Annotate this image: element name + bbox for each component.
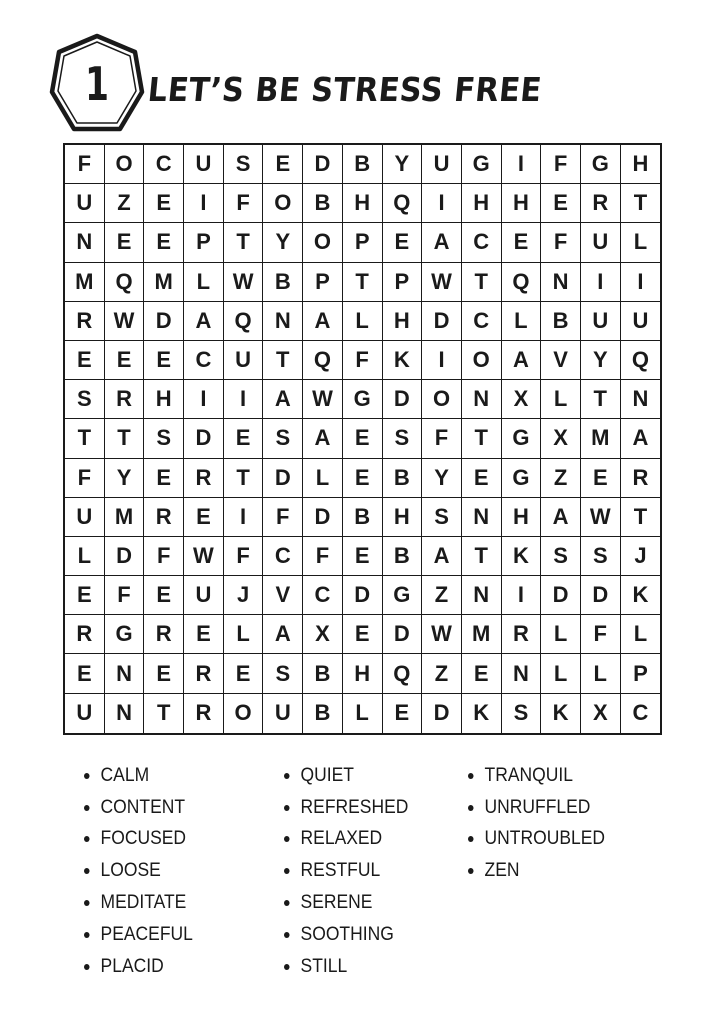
word-list-item: [84, 887, 268, 919]
grid-cell[interactable]: S: [263, 654, 303, 693]
word-list-item: [468, 824, 634, 856]
grid-cell[interactable]: F: [105, 576, 145, 615]
grid-cell[interactable]: P: [184, 223, 224, 262]
grid-cell[interactable]: U: [581, 302, 621, 341]
grid-cell[interactable]: L: [343, 302, 383, 341]
grid-cell[interactable]: D: [303, 145, 343, 184]
word-label: TRANQUIL: [484, 764, 573, 786]
grid-cell[interactable]: L: [541, 654, 581, 693]
grid-cell[interactable]: S: [144, 419, 184, 458]
word-label: RESTFUL: [300, 860, 381, 882]
grid-cell[interactable]: R: [144, 615, 184, 654]
bullet-icon: [84, 868, 90, 874]
grid-cell[interactable]: D: [422, 694, 462, 733]
grid-cell[interactable]: R: [502, 615, 542, 654]
grid-cell[interactable]: H: [502, 498, 542, 537]
grid-cell[interactable]: U: [65, 184, 105, 223]
grid-cell[interactable]: T: [462, 537, 502, 576]
grid-cell[interactable]: S: [422, 498, 462, 537]
grid-cell[interactable]: A: [502, 341, 542, 380]
grid-cell[interactable]: I: [224, 498, 264, 537]
grid-cell[interactable]: L: [541, 615, 581, 654]
grid-cell[interactable]: N: [105, 654, 145, 693]
grid-cell[interactable]: E: [144, 576, 184, 615]
word-label: PEACEFUL: [100, 923, 193, 945]
grid-cell[interactable]: G: [105, 615, 145, 654]
grid-cell[interactable]: I: [581, 263, 621, 302]
grid-cell[interactable]: T: [462, 419, 502, 458]
grid-cell[interactable]: C: [303, 576, 343, 615]
grid-cell[interactable]: K: [502, 537, 542, 576]
grid-cell[interactable]: S: [581, 537, 621, 576]
word-list-item: [284, 919, 453, 951]
grid-cell[interactable]: R: [105, 380, 145, 419]
grid-cell[interactable]: H: [502, 184, 542, 223]
grid-cell[interactable]: H: [621, 145, 661, 184]
grid-cell[interactable]: L: [621, 615, 661, 654]
word-label: REFRESHED: [300, 796, 409, 818]
bullet-icon: [84, 773, 90, 779]
bullet-icon: [468, 805, 474, 811]
bullet-icon: [84, 900, 90, 906]
grid-cell[interactable]: D: [383, 615, 423, 654]
puzzle-number-badge: [48, 32, 146, 136]
word-list-item: [284, 792, 453, 824]
grid-cell[interactable]: U: [224, 341, 264, 380]
bullet-icon: [84, 805, 90, 811]
grid-cell[interactable]: L: [224, 615, 264, 654]
grid-cell[interactable]: A: [263, 380, 303, 419]
grid-cell[interactable]: X: [541, 419, 581, 458]
grid-cell[interactable]: O: [422, 380, 462, 419]
grid-cell[interactable]: I: [621, 263, 661, 302]
grid-cell[interactable]: L: [65, 537, 105, 576]
word-list-item: [468, 792, 634, 824]
grid-cell[interactable]: J: [224, 576, 264, 615]
grid-cell[interactable]: S: [263, 419, 303, 458]
word-label: SOOTHING: [300, 923, 394, 945]
grid-cell[interactable]: V: [263, 576, 303, 615]
grid-cell[interactable]: T: [621, 498, 661, 537]
grid-cell[interactable]: D: [105, 537, 145, 576]
grid-cell[interactable]: E: [383, 694, 423, 733]
puzzle-number: 1: [84, 57, 109, 111]
word-list-item: [84, 855, 268, 887]
grid-cell[interactable]: U: [184, 145, 224, 184]
grid-cell[interactable]: T: [144, 694, 184, 733]
grid-cell[interactable]: W: [224, 263, 264, 302]
grid-cell[interactable]: N: [105, 694, 145, 733]
grid-cell[interactable]: Y: [581, 341, 621, 380]
grid-cell[interactable]: E: [105, 341, 145, 380]
grid-cell[interactable]: T: [621, 184, 661, 223]
word-list-item: [84, 824, 268, 856]
grid-cell[interactable]: E: [144, 184, 184, 223]
grid-cell[interactable]: O: [462, 341, 502, 380]
grid-cell[interactable]: R: [184, 654, 224, 693]
grid-cell[interactable]: P: [383, 263, 423, 302]
grid-cell[interactable]: I: [502, 145, 542, 184]
grid-cell[interactable]: H: [383, 498, 423, 537]
grid-cell[interactable]: E: [383, 223, 423, 262]
grid-cell[interactable]: A: [303, 419, 343, 458]
grid-cell[interactable]: G: [383, 576, 423, 615]
grid-cell[interactable]: C: [632, 700, 649, 726]
grid-cell[interactable]: P: [343, 223, 383, 262]
grid-cell[interactable]: E: [224, 654, 264, 693]
grid-cell[interactable]: Y: [105, 459, 145, 498]
grid-cell[interactable]: F: [144, 537, 184, 576]
word-list-item: [284, 855, 453, 887]
word-label: STILL: [300, 955, 348, 977]
grid-cell[interactable]: H: [144, 380, 184, 419]
grid-cell[interactable]: M: [462, 615, 502, 654]
grid-cell[interactable]: Z: [422, 576, 462, 615]
word-list-column: [284, 760, 468, 990]
word-label: UNTROUBLED: [484, 828, 605, 850]
grid-cell[interactable]: B: [303, 184, 343, 223]
grid-cell[interactable]: I: [184, 184, 224, 223]
grid-cell[interactable]: C: [144, 145, 184, 184]
grid-cell[interactable]: F: [224, 537, 264, 576]
grid-cell[interactable]: E: [184, 615, 224, 654]
grid-cell[interactable]: N: [462, 380, 502, 419]
grid-cell[interactable]: K: [541, 694, 581, 733]
grid-cell[interactable]: O: [263, 184, 303, 223]
grid-cell[interactable]: B: [541, 302, 581, 341]
grid-cell[interactable]: A: [422, 223, 462, 262]
grid-cell[interactable]: I: [502, 576, 542, 615]
grid-cell[interactable]: U: [621, 302, 661, 341]
grid-cell[interactable]: A: [422, 537, 462, 576]
word-label: FOCUSED: [100, 828, 187, 850]
grid-cell[interactable]: A: [303, 302, 343, 341]
grid-cell[interactable]: H: [343, 184, 383, 223]
puzzle-header: [48, 32, 688, 142]
grid-cell[interactable]: W: [422, 615, 462, 654]
bullet-icon: [84, 964, 90, 970]
word-label: LOOSE: [100, 860, 161, 882]
grid-cell[interactable]: B: [343, 498, 383, 537]
grid-cell[interactable]: F: [263, 498, 303, 537]
grid-cell[interactable]: T: [105, 419, 145, 458]
grid-cell[interactable]: I: [422, 184, 462, 223]
grid-cell[interactable]: S: [502, 694, 542, 733]
grid-cell[interactable]: D: [343, 576, 383, 615]
grid-cell[interactable]: E: [144, 654, 184, 693]
grid-cell[interactable]: B: [263, 263, 303, 302]
grid-cell[interactable]: R: [65, 615, 105, 654]
word-list-item: [84, 919, 268, 951]
grid-cell[interactable]: V: [541, 341, 581, 380]
grid-cell[interactable]: E: [343, 419, 383, 458]
grid-cell[interactable]: T: [581, 380, 621, 419]
grid-cell[interactable]: Y: [422, 459, 462, 498]
grid-cell[interactable]: W: [105, 302, 145, 341]
grid-cell[interactable]: R: [65, 302, 105, 341]
grid-cell[interactable]: A: [541, 498, 581, 537]
grid-cell[interactable]: B: [303, 694, 343, 733]
bullet-icon: [284, 773, 290, 779]
grid-cell[interactable]: Q: [502, 263, 542, 302]
grid-cell[interactable]: N: [462, 576, 502, 615]
grid-cell[interactable]: Q: [383, 654, 423, 693]
grid-cell[interactable]: B: [343, 145, 383, 184]
bullet-icon: [284, 900, 290, 906]
grid-cell[interactable]: K: [383, 341, 423, 380]
grid-cell[interactable]: T: [263, 341, 303, 380]
bullet-icon: [284, 868, 290, 874]
word-label: MEDITATE: [100, 892, 187, 914]
grid-cell[interactable]: E: [65, 576, 105, 615]
grid-cell[interactable]: Q: [224, 302, 264, 341]
word-list-item: [284, 760, 453, 792]
grid-cell[interactable]: E: [462, 459, 502, 498]
word-list-item: [84, 792, 268, 824]
bullet-icon: [284, 805, 290, 811]
grid-cell[interactable]: F: [581, 615, 621, 654]
grid-cell[interactable]: E: [462, 654, 502, 693]
grid-cell[interactable]: D: [144, 302, 184, 341]
grid-cell[interactable]: W: [303, 380, 343, 419]
grid-cell[interactable]: Z: [422, 654, 462, 693]
grid-cell[interactable]: U: [184, 576, 224, 615]
grid-cell[interactable]: L: [581, 654, 621, 693]
word-label: SERENE: [300, 892, 373, 914]
bullet-icon: [84, 836, 90, 842]
bullet-icon: [468, 773, 474, 779]
grid-cell[interactable]: U: [65, 498, 105, 537]
grid-cell[interactable]: X: [303, 615, 343, 654]
grid-cell[interactable]: T: [343, 263, 383, 302]
grid-cell[interactable]: I: [224, 380, 264, 419]
grid-cell[interactable]: R: [621, 459, 661, 498]
grid-cell[interactable]: N: [462, 498, 502, 537]
grid-cell[interactable]: M: [144, 263, 184, 302]
grid-cell[interactable]: F: [65, 459, 105, 498]
grid-cell[interactable]: C: [462, 302, 502, 341]
word-list-item: [284, 824, 453, 856]
grid-cell[interactable]: E: [581, 459, 621, 498]
word-label: CALM: [100, 764, 150, 786]
word-label: ZEN: [484, 860, 520, 882]
grid-cell[interactable]: D: [303, 498, 343, 537]
grid-cell[interactable]: M: [105, 498, 145, 537]
grid-cell[interactable]: D: [263, 459, 303, 498]
grid-cell[interactable]: O: [224, 694, 264, 733]
grid-cell[interactable]: D: [422, 302, 462, 341]
grid-cell[interactable]: N: [263, 302, 303, 341]
grid-cell[interactable]: P: [303, 263, 343, 302]
grid-cell[interactable]: P: [621, 654, 661, 693]
bullet-icon: [468, 836, 474, 842]
grid-cell[interactable]: N: [65, 223, 105, 262]
grid-cell[interactable]: J: [621, 537, 661, 576]
grid-cell[interactable]: A: [263, 615, 303, 654]
grid-cell[interactable]: E: [502, 223, 542, 262]
grid-cell[interactable]: S: [541, 537, 581, 576]
grid-cell[interactable]: W: [581, 498, 621, 537]
grid-cell[interactable]: D: [383, 380, 423, 419]
word-list-item: [84, 760, 268, 792]
grid-cell[interactable]: Y: [383, 145, 423, 184]
word-label: RELAXED: [300, 828, 383, 850]
word-list-item: [468, 760, 634, 792]
grid-cell[interactable]: R: [144, 498, 184, 537]
grid-cell[interactable]: F: [303, 537, 343, 576]
grid-cell[interactable]: W: [422, 263, 462, 302]
grid-cell[interactable]: E: [541, 184, 581, 223]
grid-cell[interactable]: L: [502, 302, 542, 341]
grid-cell[interactable]: F: [224, 184, 264, 223]
grid-cell[interactable]: R: [184, 459, 224, 498]
grid-cell[interactable]: M: [65, 263, 105, 302]
grid-cell[interactable]: K: [462, 694, 502, 733]
word-list-column: [84, 760, 284, 990]
grid-cell[interactable]: Q: [383, 184, 423, 223]
grid-cell[interactable]: H: [343, 654, 383, 693]
grid-cell[interactable]: N: [502, 654, 542, 693]
grid-cell[interactable]: T: [462, 263, 502, 302]
grid-cell[interactable]: H: [383, 302, 423, 341]
grid-cell[interactable]: T: [224, 223, 264, 262]
grid-cell[interactable]: O: [303, 223, 343, 262]
grid-cell[interactable]: A: [621, 419, 661, 458]
grid-cell[interactable]: N: [541, 263, 581, 302]
grid-cell[interactable]: U: [422, 145, 462, 184]
grid-cell[interactable]: S: [224, 145, 264, 184]
grid-cell[interactable]: L: [621, 223, 661, 262]
grid-cell[interactable]: S: [65, 380, 105, 419]
word-label: PLACID: [100, 955, 164, 977]
grid-cell[interactable]: F: [541, 145, 581, 184]
grid-cell[interactable]: E: [144, 341, 184, 380]
grid-cell[interactable]: Z: [105, 184, 145, 223]
grid-cell[interactable]: L: [184, 263, 224, 302]
grid-cell[interactable]: B: [303, 654, 343, 693]
grid-cell[interactable]: Y: [263, 223, 303, 262]
bullet-icon: [468, 868, 474, 874]
grid-cell[interactable]: N: [621, 380, 661, 419]
word-list-item: [284, 887, 453, 919]
grid-cell[interactable]: E: [343, 615, 383, 654]
bullet-icon: [284, 836, 290, 842]
grid-cell[interactable]: C: [184, 341, 224, 380]
grid-cell[interactable]: I: [184, 380, 224, 419]
bullet-icon: [284, 964, 290, 970]
grid-cell[interactable]: U: [65, 694, 105, 733]
grid-cell[interactable]: D: [184, 419, 224, 458]
word-list-column: [468, 760, 648, 990]
word-list: [84, 760, 664, 990]
word-label: UNRUFFLED: [484, 796, 591, 818]
grid-cell[interactable]: X: [502, 380, 542, 419]
grid-cell[interactable]: E: [65, 341, 105, 380]
grid-cell[interactable]: Z: [541, 459, 581, 498]
grid-cell[interactable]: W: [184, 537, 224, 576]
grid-cell[interactable]: B: [383, 459, 423, 498]
grid-cell[interactable]: T: [224, 459, 264, 498]
bullet-icon: [284, 932, 290, 938]
grid-cell[interactable]: A: [184, 302, 224, 341]
grid-cell[interactable]: L: [541, 380, 581, 419]
grid-cell[interactable]: R: [581, 184, 621, 223]
grid-cell[interactable]: E: [224, 419, 264, 458]
grid-cell[interactable]: G: [462, 145, 502, 184]
grid-cell[interactable]: G: [581, 145, 621, 184]
grid-cell[interactable]: L: [303, 459, 343, 498]
word-list-item: [468, 855, 634, 887]
grid-cell[interactable]: Q: [621, 341, 661, 380]
grid-cell[interactable]: X: [581, 694, 621, 733]
grid-cell[interactable]: T: [65, 419, 105, 458]
grid-cell[interactable]: E: [184, 498, 224, 537]
grid-cell[interactable]: F: [65, 145, 105, 184]
grid-cell[interactable]: I: [422, 341, 462, 380]
grid-cell[interactable]: E: [144, 223, 184, 262]
grid-cell[interactable]: L: [343, 694, 383, 733]
grid-cell[interactable]: F: [422, 419, 462, 458]
grid-cell[interactable]: R: [184, 694, 224, 733]
grid-cell[interactable]: Q: [303, 341, 343, 380]
puzzle-title: LET’S BE STRESS FREE: [146, 70, 544, 109]
grid-cell[interactable]: M: [581, 419, 621, 458]
grid-cell[interactable]: S: [383, 419, 423, 458]
word-label: CONTENT: [100, 796, 186, 818]
grid-cell[interactable]: E: [65, 654, 105, 693]
grid-cell[interactable]: F: [343, 341, 383, 380]
bullet-icon: [84, 932, 90, 938]
word-label: QUIET: [300, 764, 354, 786]
grid-cell[interactable]: E: [343, 459, 383, 498]
grid-cell[interactable]: E: [263, 145, 303, 184]
grid-cell[interactable]: E: [144, 459, 184, 498]
grid-cell[interactable]: B: [383, 537, 423, 576]
grid-cell[interactable]: O: [105, 145, 145, 184]
grid-cell[interactable]: G: [502, 419, 542, 458]
grid-cell[interactable]: U: [263, 694, 303, 733]
grid-cell[interactable]: K: [621, 576, 661, 615]
grid-cell[interactable]: C: [462, 223, 502, 262]
grid-cell[interactable]: H: [462, 184, 502, 223]
grid-cell[interactable]: G: [502, 459, 542, 498]
grid-cell[interactable]: U: [581, 223, 621, 262]
word-search-grid: [63, 143, 662, 735]
grid-cell[interactable]: D: [541, 576, 581, 615]
grid-cell[interactable]: D: [581, 576, 621, 615]
grid-cell[interactable]: F: [541, 223, 581, 262]
grid-cell[interactable]: G: [343, 380, 383, 419]
grid-cell[interactable]: E: [105, 223, 145, 262]
word-list-item: [84, 951, 268, 983]
word-list-item: [284, 951, 453, 983]
grid-cell[interactable]: C: [263, 537, 303, 576]
grid-cell[interactable]: Q: [105, 263, 145, 302]
grid-cell[interactable]: E: [343, 537, 383, 576]
